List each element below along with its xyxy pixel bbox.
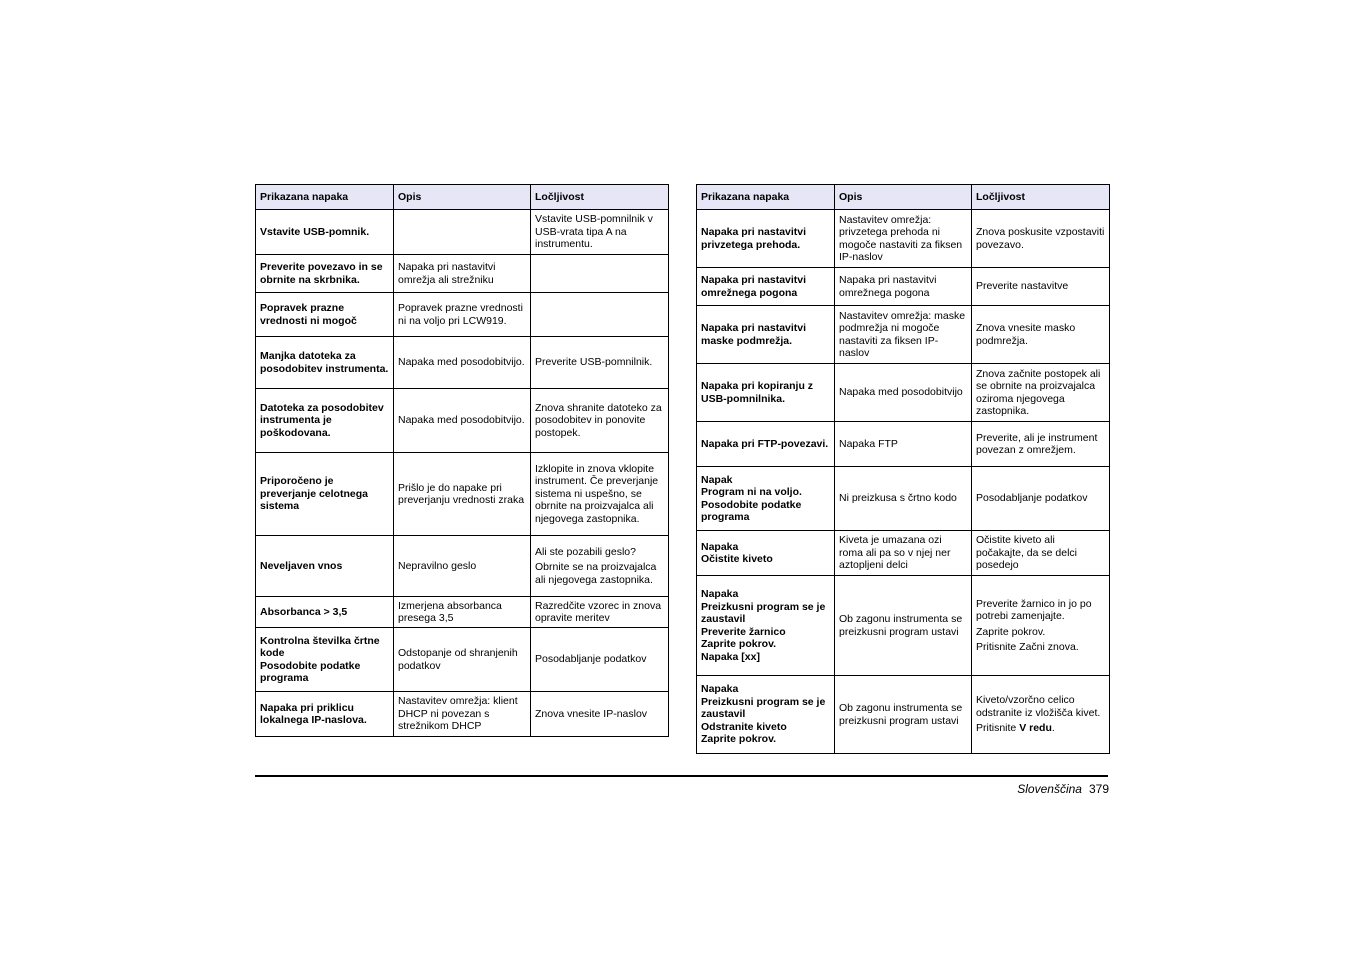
header-solution: Ločljivost xyxy=(531,185,669,210)
cell-displayed-error xyxy=(697,531,835,576)
cell-solution-line: Obrnite se na proizvajalca ali njegovega zastopnika. xyxy=(535,561,657,586)
cell-solution-line: Kiveto/vzorčno celico odstranite iz vložišča kivet. xyxy=(976,694,1101,719)
cell-solution xyxy=(972,268,1110,306)
table-row xyxy=(256,597,669,628)
cell-description xyxy=(835,210,972,268)
cell-displayed-error xyxy=(256,692,394,737)
cell-description-line: Ob zagonu instrumenta se preizkusni program ustavi xyxy=(839,613,963,638)
cell-displayed-error xyxy=(256,389,394,453)
cell-solution-line: Razredčite vzorec in znova opravite meritev xyxy=(535,599,662,624)
cell-description-line: Ni preizkusa s črtno kodo xyxy=(839,492,957,505)
error-table-left-body xyxy=(256,210,669,737)
cell-solution-line: Posodabljanje podatkov xyxy=(535,653,647,666)
cell-solution-line: Znova vnesite IP-naslov xyxy=(535,707,648,720)
cell-description xyxy=(394,536,531,597)
cell-description xyxy=(835,306,972,364)
cell-solution xyxy=(531,293,669,337)
header-description: Opis xyxy=(394,185,531,210)
cell-displayed-error-line: Preverite žarnico xyxy=(701,625,786,638)
table-row xyxy=(256,536,669,597)
cell-description xyxy=(394,293,531,337)
cell-solution-line: Izklopite in znova vklopite instrument. Če preverjanje sistema ni uspešno, se obrnite na proizvajalca ali njegovega zastopnika. xyxy=(535,462,659,525)
cell-description xyxy=(835,676,972,754)
cell-displayed-error-line: Datoteka za posodobitev instrumenta je poškodovana. xyxy=(260,401,384,439)
cell-description-line: Napaka med posodobitvijo xyxy=(839,386,963,399)
cell-displayed-error-line: Posodobite podatke programa xyxy=(701,498,802,523)
cell-solution-line: Preverite nastavitve xyxy=(976,280,1069,293)
table-row xyxy=(697,467,1110,531)
header-displayed-error: Prikazana napaka xyxy=(256,185,394,210)
cell-displayed-error-line: Preverite povezavo in se obrnite na skrbnika. xyxy=(260,261,383,286)
cell-displayed-error xyxy=(256,210,394,255)
cell-solution-line: Preverite žarnico in jo po potrebi zamenjajte. xyxy=(976,597,1092,622)
cell-solution xyxy=(531,597,669,628)
table-row xyxy=(697,676,1110,754)
cell-description-line: Ob zagonu instrumenta se preizkusni program ustavi xyxy=(839,702,963,727)
cell-description xyxy=(394,255,531,293)
table-row xyxy=(256,337,669,389)
cell-description xyxy=(835,531,972,576)
table-row xyxy=(256,389,669,453)
cell-description-line: Nepravilno geslo xyxy=(398,559,477,572)
cell-description-line: Prišlo je do napake pri preverjanju vrednosti zraka xyxy=(398,481,525,506)
cell-displayed-error xyxy=(256,255,394,293)
cell-displayed-error xyxy=(697,306,835,364)
cell-displayed-error-line: Manjka datoteka za posodobitev instrumenta. xyxy=(260,350,389,375)
cell-solution xyxy=(531,255,669,293)
cell-solution-line: Očistite kiveto ali počakajte, da se delci posedejo xyxy=(976,534,1077,572)
cell-solution-line: Zaprite pokrov. xyxy=(976,625,1046,638)
cell-displayed-error-line: Priporočeno je preverjanje celotnega sistema xyxy=(260,475,368,513)
cell-solution xyxy=(531,536,669,597)
cell-displayed-error xyxy=(256,536,394,597)
cell-displayed-error xyxy=(697,422,835,467)
cell-solution xyxy=(531,628,669,692)
cell-description-line: Nastavitev omrežja: privzetega prehoda ni mogoče nastaviti za fiksen IP-naslov xyxy=(839,213,963,263)
cell-displayed-error-line: Absorbanca > 3,5 xyxy=(260,605,348,618)
cell-solution xyxy=(972,210,1110,268)
cell-description xyxy=(835,467,972,531)
table-row xyxy=(256,453,669,536)
error-table-right-body xyxy=(697,210,1110,754)
cell-displayed-error xyxy=(697,268,835,306)
cell-displayed-error xyxy=(697,676,835,754)
cell-displayed-error xyxy=(256,628,394,692)
cell-solution xyxy=(531,337,669,389)
cell-solution-line: Preverite USB-pomnilnik. xyxy=(535,356,653,369)
cell-displayed-error xyxy=(256,453,394,536)
table-row xyxy=(256,255,669,293)
cell-solution-line: Znova vnesite masko podmrežja. xyxy=(976,322,1076,347)
cell-displayed-error xyxy=(697,364,835,422)
cell-displayed-error xyxy=(697,210,835,268)
header-solution: Ločljivost xyxy=(972,185,1110,210)
cell-displayed-error xyxy=(256,337,394,389)
cell-displayed-error-line: Vstavite USB-pomnik. xyxy=(260,225,370,238)
table-row xyxy=(697,364,1110,422)
cell-description xyxy=(394,210,531,255)
cell-displayed-error-line: Napaka pri FTP-povezavi. xyxy=(701,437,829,450)
cell-description xyxy=(394,389,531,453)
cell-displayed-error xyxy=(256,597,394,628)
cell-solution xyxy=(531,210,669,255)
cell-displayed-error-line: Napaka pri priklicu lokalnega IP-naslova. xyxy=(260,701,367,726)
cell-solution-line: Znova shranite datoteko za posodobitev in ponovite postopek. xyxy=(535,401,662,439)
table-row xyxy=(256,293,669,337)
cell-displayed-error-line: Napaka pri kopiranju z USB-pomnilnika. xyxy=(701,380,814,405)
ok-button-label: V redu xyxy=(1019,722,1052,735)
cell-description-line: Napaka med posodobitvijo. xyxy=(398,414,525,427)
cell-solution xyxy=(531,692,669,737)
error-table-right xyxy=(696,184,1110,754)
cell-solution xyxy=(531,389,669,453)
cell-displayed-error-line: Napaka pri nastavitvi maske podmrežja. xyxy=(701,322,807,347)
cell-solution-line xyxy=(976,722,1105,735)
cell-description xyxy=(835,364,972,422)
solution-text: . xyxy=(1051,722,1055,735)
cell-solution xyxy=(972,467,1110,531)
solution-text: Pritisnite xyxy=(976,722,1020,735)
cell-description xyxy=(835,268,972,306)
cell-displayed-error xyxy=(256,293,394,337)
cell-solution-line: Znova začnite postopek ali se obrnite na proizvajalca oziroma njegovega zastopnika. xyxy=(976,367,1101,417)
cell-displayed-error xyxy=(697,576,835,676)
cell-displayed-error-line: Napaka xyxy=(701,540,739,553)
cell-description xyxy=(394,337,531,389)
cell-description-line: Napaka med posodobitvijo. xyxy=(398,356,525,369)
cell-displayed-error-line: Napaka [xx] xyxy=(701,650,760,663)
table-row xyxy=(256,210,669,255)
cell-description-line: Nastavitev omrežja: maske podmrežja ni mogoče nastaviti za fiksen IP-naslov xyxy=(839,309,966,359)
cell-description xyxy=(394,453,531,536)
cell-displayed-error-line: Preizkusni program se je zaustavil xyxy=(701,695,826,721)
cell-description xyxy=(835,576,972,676)
cell-description-line: Napaka pri nastavitvi omrežnega pogona xyxy=(839,274,937,299)
cell-description xyxy=(394,628,531,692)
cell-description xyxy=(394,692,531,737)
cell-solution xyxy=(972,422,1110,467)
footer-divider xyxy=(255,775,1108,777)
cell-solution-line: Pritisnite Začni znova. xyxy=(976,641,1079,653)
header-description: Opis xyxy=(835,185,972,210)
table-row xyxy=(697,422,1110,467)
cell-displayed-error-line: Očistite kiveto xyxy=(701,553,773,565)
header-displayed-error: Prikazana napaka xyxy=(697,185,835,210)
cell-solution-line: Posodabljanje podatkov xyxy=(976,492,1088,505)
cell-displayed-error-line: Program ni na voljo. xyxy=(701,486,802,498)
cell-solution xyxy=(972,531,1110,576)
cell-solution xyxy=(531,453,669,536)
cell-solution xyxy=(972,364,1110,422)
cell-description-line: Napaka pri nastavitvi omrežja ali strežniku xyxy=(398,261,496,286)
table-row xyxy=(256,628,669,692)
cell-solution-line: Znova poskusite vzpostaviti povezavo. xyxy=(976,226,1105,251)
cell-displayed-error-line: Napaka pri nastavitvi omrežnega pogona xyxy=(701,274,807,299)
cell-displayed-error-line: Napaka xyxy=(701,683,739,696)
cell-solution xyxy=(972,306,1110,364)
page-footer xyxy=(1017,782,1109,796)
table-header-row xyxy=(697,185,1110,210)
cell-description-line: Nastavitev omrežja: klient DHCP ni povezan s strežnikom DHCP xyxy=(398,695,518,733)
cell-description xyxy=(835,422,972,467)
cell-displayed-error-line: Preizkusni program se je zaustavil xyxy=(701,600,826,625)
cell-displayed-error-line: Odstranite kiveto xyxy=(701,720,787,733)
cell-description-line: Odstopanje od shranjenih podatkov xyxy=(398,647,518,672)
table-row xyxy=(697,531,1110,576)
table-row xyxy=(697,576,1110,676)
cell-solution-line: Preverite, ali je instrument povezan z omrežjem. xyxy=(976,431,1098,456)
table-header-row xyxy=(256,185,669,210)
error-table-left xyxy=(255,184,669,737)
table-row xyxy=(697,210,1110,268)
cell-displayed-error-line: Napak xyxy=(701,473,733,486)
cell-displayed-error-line: Posodobite podatke programa xyxy=(260,659,361,684)
cell-displayed-error-line: Neveljaven vnos xyxy=(260,559,343,572)
cell-displayed-error-line: Napaka xyxy=(701,588,739,600)
footer-language: Slovenščina xyxy=(1017,782,1082,796)
cell-solution-line: Ali ste pozabili geslo? xyxy=(535,545,636,558)
cell-displayed-error xyxy=(697,467,835,531)
table-row xyxy=(697,268,1110,306)
cell-displayed-error-line: Kontrolna številka črtne kode xyxy=(260,634,380,659)
cell-description-line: Kiveta je umazana ozi roma ali pa so v njej ner aztopljeni delci xyxy=(839,534,951,572)
cell-description-line: Izmerjena absorbanca presega 3,5 xyxy=(398,599,502,624)
page-number: 379 xyxy=(1088,782,1109,796)
cell-description-line: Popravek prazne vrednosti ni na voljo pri LCW919. xyxy=(398,302,523,327)
cell-displayed-error-line: Napaka pri nastavitvi privzetega prehoda. xyxy=(701,226,807,251)
cell-description xyxy=(394,597,531,628)
cell-solution xyxy=(972,576,1110,676)
cell-solution-line: Vstavite USB-pomnilnik v USB-vrata tipa A na instrumentu. xyxy=(535,213,653,251)
cell-solution xyxy=(972,676,1110,754)
cell-displayed-error-line: Zaprite pokrov. xyxy=(701,638,777,650)
cell-displayed-error-line: Zaprite pokrov. xyxy=(701,733,777,746)
table-row xyxy=(697,306,1110,364)
table-row xyxy=(256,692,669,737)
cell-displayed-error-line: Popravek prazne vrednosti ni mogoč xyxy=(260,302,357,327)
cell-description-line: Napaka FTP xyxy=(839,437,898,450)
